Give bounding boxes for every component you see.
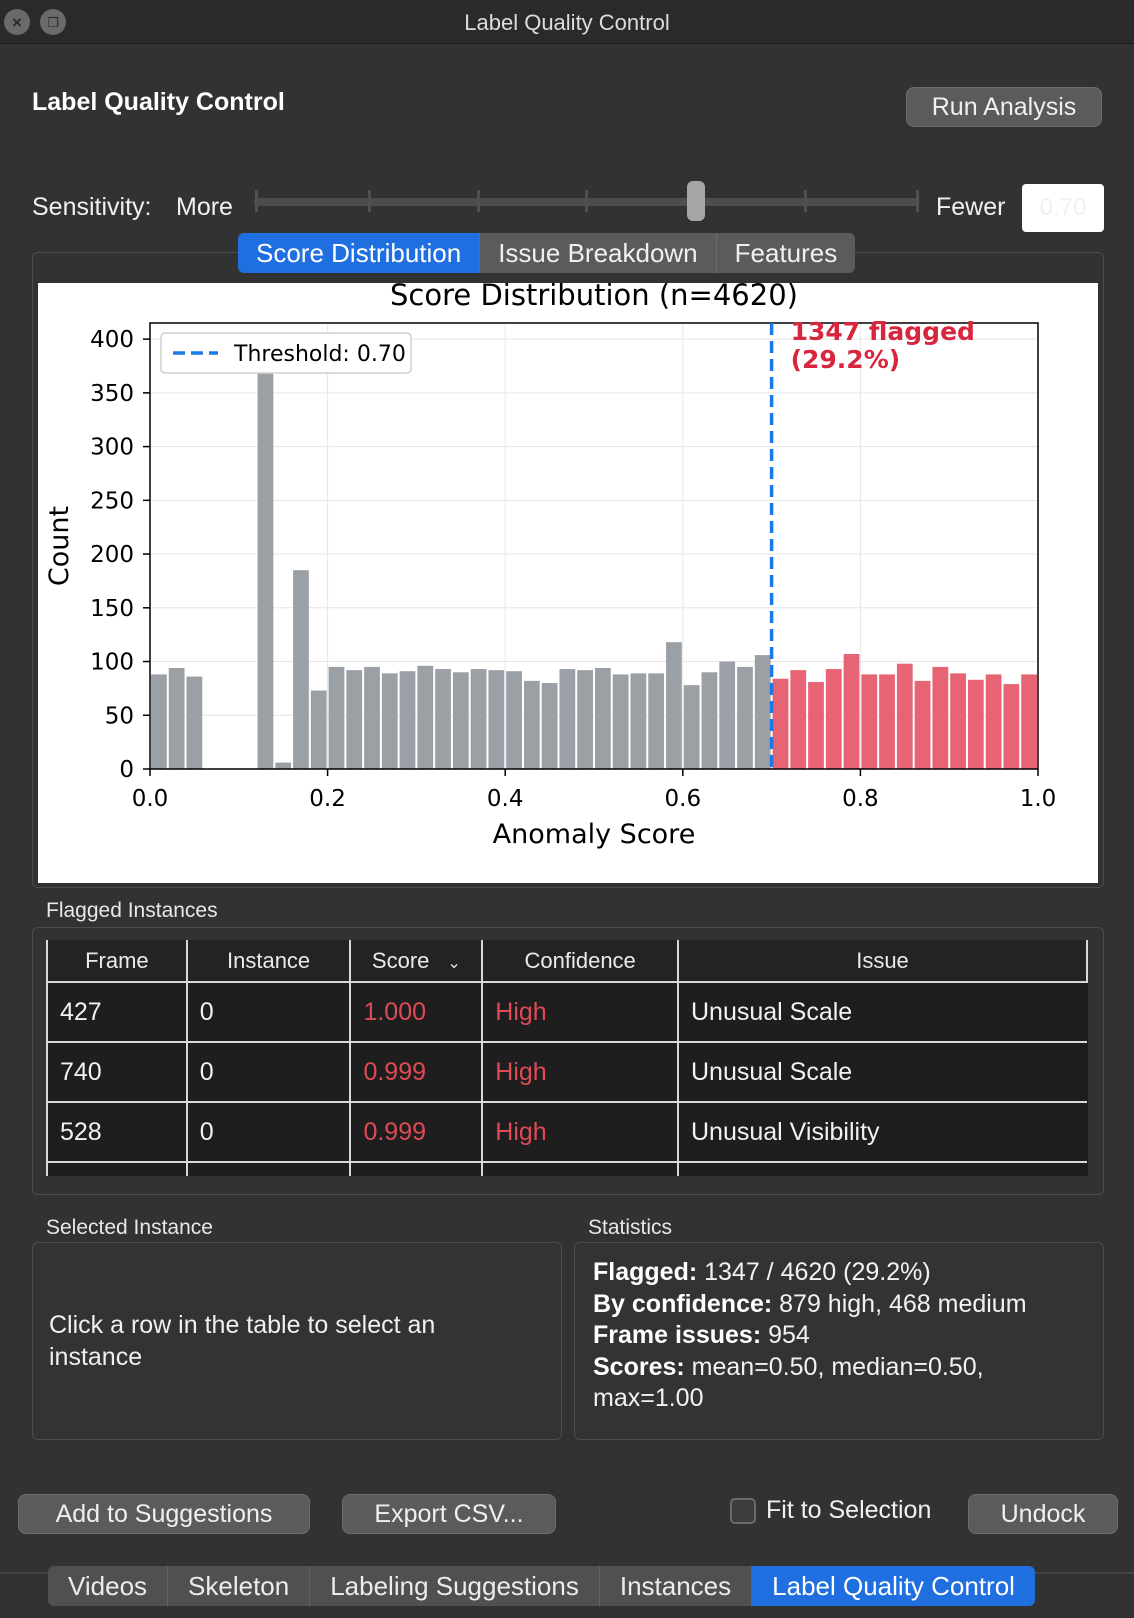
- cell-issue: Unusual Visibility: [678, 1102, 1087, 1162]
- close-window-icon[interactable]: ×: [4, 9, 30, 35]
- histogram-bar: [826, 669, 842, 769]
- stat-by-confidence: By confidence: 879 high, 468 medium: [593, 1289, 1027, 1318]
- cell-issue: Unusual Scale: [678, 982, 1087, 1042]
- histogram-bar: [595, 668, 611, 769]
- tab-skeleton[interactable]: Skeleton: [168, 1566, 310, 1606]
- tab-issue-breakdown[interactable]: Issue Breakdown: [480, 233, 716, 273]
- cell-frame: 740: [47, 1042, 187, 1102]
- tab-videos[interactable]: Videos: [48, 1566, 168, 1606]
- histogram-bar: [559, 669, 575, 769]
- histogram-bar: [542, 683, 558, 769]
- histogram-bar: [346, 670, 362, 769]
- panel-title: Label Quality Control: [32, 88, 285, 116]
- tab-score-distribution[interactable]: Score Distribution: [238, 233, 480, 273]
- column-header-score-label: Score: [371, 947, 430, 973]
- cell-confidence: High: [482, 982, 678, 1042]
- histogram-bar: [187, 677, 203, 769]
- histogram-bar: [258, 361, 274, 769]
- cell-instance: 0: [187, 1042, 351, 1102]
- fit-to-selection-label[interactable]: Fit to Selection: [766, 1496, 932, 1524]
- y-tick-label: 350: [90, 380, 134, 407]
- histogram-bar: [879, 674, 895, 769]
- histogram-bar: [968, 680, 984, 769]
- table-row-partial: [47, 1162, 1087, 1176]
- histogram-bar: [1003, 684, 1019, 769]
- statistics-panel: [574, 1242, 1104, 1440]
- sensitivity-fewer-label: Fewer: [936, 193, 1006, 221]
- histogram-bar: [435, 669, 451, 769]
- restore-window-icon[interactable]: ❐: [40, 9, 66, 35]
- selected-instance-panel: [32, 1242, 562, 1440]
- chart-tabs: [238, 233, 855, 273]
- slider-tick: [255, 190, 258, 212]
- cell-score: 0.999: [350, 1102, 482, 1162]
- slider-tick: [477, 190, 480, 212]
- window-title: Label Quality Control: [464, 10, 670, 35]
- tab-labeling-suggestions[interactable]: Labeling Suggestions: [310, 1566, 600, 1606]
- x-axis-label: Anomaly Score: [492, 819, 696, 850]
- histogram-bar: [169, 668, 185, 769]
- histogram-bar: [861, 674, 877, 769]
- sensitivity-label: Sensitivity:: [32, 193, 152, 221]
- histogram-bar: [790, 670, 806, 769]
- histogram-bar: [808, 682, 824, 769]
- histogram-bar: [275, 763, 291, 769]
- cell-confidence: High: [482, 1102, 678, 1162]
- y-tick-label: 100: [90, 649, 134, 676]
- table-row[interactable]: [47, 982, 1087, 1042]
- column-header-score[interactable]: [350, 940, 482, 982]
- column-header-confidence[interactable]: Confidence: [482, 940, 678, 982]
- x-tick-label: 0.4: [486, 786, 524, 812]
- histogram-bar: [986, 674, 1002, 769]
- histogram-bar: [737, 667, 753, 769]
- slider-tick: [585, 190, 588, 212]
- x-tick-label: 0.8: [842, 786, 879, 812]
- tab-instances[interactable]: Instances: [600, 1566, 752, 1606]
- histogram-bar: [417, 666, 433, 769]
- cell-issue: Unusual Scale: [678, 1042, 1087, 1102]
- fit-to-selection-checkbox[interactable]: [730, 1498, 756, 1524]
- score-distribution-chart: [38, 283, 1098, 883]
- slider-tick: [804, 190, 807, 212]
- histogram-bar: [897, 664, 913, 769]
- bottom-tabs: [48, 1566, 1035, 1606]
- histogram-bar: [666, 642, 682, 769]
- selected-instance-label: Selected Instance: [46, 1216, 213, 1239]
- histogram-bar: [719, 662, 735, 769]
- slider-tick: [368, 190, 371, 212]
- histogram-bar: [755, 655, 771, 769]
- histogram-svg: [38, 283, 1098, 883]
- flagged-annotation: (29.2%): [790, 345, 901, 374]
- y-tick-label: 50: [104, 703, 134, 730]
- undock-button[interactable]: Undock: [968, 1494, 1118, 1534]
- histogram-bar: [648, 673, 664, 769]
- y-tick-label: 150: [90, 595, 134, 622]
- column-header-issue[interactable]: Issue: [678, 940, 1087, 982]
- stat-scores: Scores: mean=0.50, median=0.50, max=1.00: [593, 1352, 984, 1412]
- sort-chevron-down-icon: ⌄: [447, 954, 461, 972]
- column-header-frame[interactable]: Frame: [47, 940, 187, 982]
- histogram-bar: [471, 669, 487, 769]
- tab-label-quality-control[interactable]: Label Quality Control: [752, 1566, 1035, 1606]
- stat-flagged: Flagged: 1347 / 4620 (29.2%): [593, 1258, 931, 1286]
- histogram-bar: [844, 654, 860, 769]
- flagged-instances-table: [46, 940, 1088, 1176]
- cell-score: 1.000: [350, 982, 482, 1042]
- histogram-bar: [613, 674, 629, 769]
- y-axis-label: Count: [44, 505, 75, 587]
- x-tick-label: 0.2: [309, 786, 346, 812]
- cell-score: 0.999: [350, 1042, 482, 1102]
- flagged-annotation: 1347 flagged: [790, 317, 975, 346]
- y-tick-label: 250: [90, 488, 134, 515]
- histogram-bar: [329, 667, 345, 769]
- table-row[interactable]: [47, 1102, 1087, 1162]
- histogram-bar: [1021, 674, 1037, 769]
- statistics-text: [593, 1257, 1093, 1415]
- histogram-bar: [684, 685, 700, 769]
- column-header-instance[interactable]: Instance: [187, 940, 351, 982]
- x-tick-label: 1.0: [1019, 786, 1057, 812]
- histogram-bar: [577, 670, 593, 769]
- cell-frame: 427: [47, 982, 187, 1042]
- histogram-bar: [364, 667, 380, 769]
- statistics-label: Statistics: [588, 1216, 673, 1239]
- x-tick-label: 0.0: [131, 786, 169, 812]
- sensitivity-slider-handle[interactable]: [687, 181, 705, 221]
- histogram-bar: [382, 673, 398, 769]
- histogram-bar: [773, 679, 789, 769]
- flagged-instances-label: Flagged Instances: [46, 899, 218, 922]
- y-tick-label: 200: [90, 542, 134, 569]
- cell-instance: 0: [187, 982, 351, 1042]
- histogram-bar: [702, 672, 718, 769]
- legend-label: Threshold: 0.70: [234, 342, 406, 367]
- stat-frame-issues: Frame issues: 954: [593, 1321, 810, 1349]
- table-row[interactable]: [47, 1042, 1087, 1102]
- y-tick-label: 300: [90, 434, 134, 461]
- sensitivity-more-label: More: [176, 193, 233, 221]
- chart-title: Score Distribution (n=4620): [390, 283, 798, 312]
- histogram-bar: [400, 671, 416, 769]
- histogram-bar: [151, 674, 167, 769]
- histogram-bar: [631, 673, 647, 769]
- slider-tick: [916, 190, 919, 212]
- run-analysis-button[interactable]: Run Analysis: [906, 87, 1102, 127]
- cell-frame: 528: [47, 1102, 187, 1162]
- histogram-bar: [453, 672, 469, 769]
- y-tick-label: 400: [90, 327, 134, 354]
- cell-instance: 0: [187, 1102, 351, 1162]
- histogram-bar: [506, 671, 522, 769]
- add-to-suggestions-button[interactable]: Add to Suggestions: [18, 1494, 310, 1534]
- tab-features[interactable]: Features: [717, 233, 856, 273]
- cell-confidence: High: [482, 1042, 678, 1102]
- histogram-bar: [488, 670, 504, 769]
- histogram-bar: [311, 691, 327, 769]
- y-tick-label: 0: [119, 757, 134, 783]
- export-csv-button[interactable]: Export CSV...: [342, 1494, 556, 1534]
- histogram-bar: [524, 681, 540, 769]
- histogram-bar: [293, 570, 309, 769]
- sensitivity-value-field[interactable]: 0.70: [1022, 184, 1104, 232]
- histogram-bar: [932, 667, 948, 769]
- histogram-bar: [950, 673, 966, 769]
- histogram-bar: [915, 681, 931, 769]
- x-tick-label: 0.6: [664, 786, 702, 812]
- selected-instance-placeholder: Click a row in the table to select an instance: [49, 1311, 436, 1371]
